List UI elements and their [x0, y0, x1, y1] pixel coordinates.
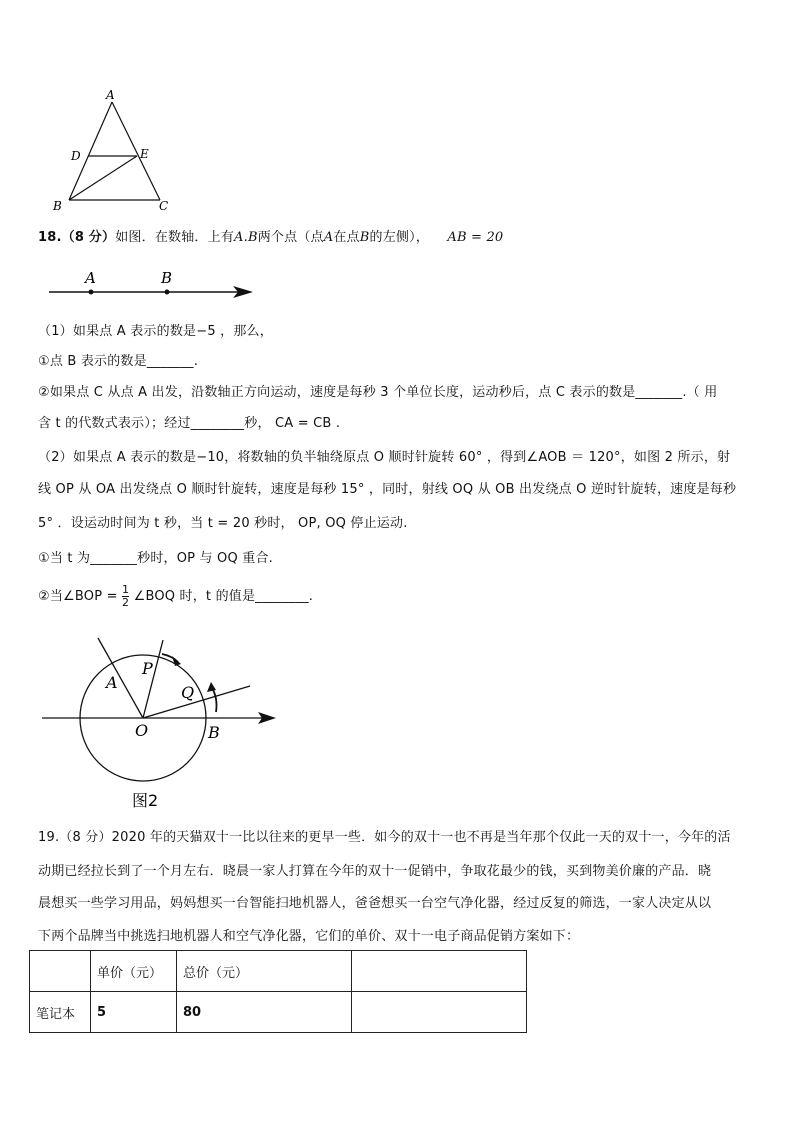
q18-p1-2b: 含 t 的代数式表示）；经过________秒， CA = CB . — [38, 416, 341, 431]
table-header-cell: 总价（元） — [177, 951, 352, 992]
q18-intro: 如图．在数轴．上有 — [115, 230, 235, 245]
number-line-figure — [45, 266, 260, 306]
fig2-label-a: A — [106, 673, 118, 692]
fig2-label-b: B — [208, 723, 220, 742]
q18-ab: A.B — [234, 230, 258, 245]
label-a: A — [106, 88, 115, 102]
figure-2 — [38, 632, 283, 812]
table-row — [30, 992, 527, 1033]
q18-intro2: 两个点（点 — [257, 230, 324, 245]
q19-line2: 动期已经拉长到了一个月左右．晓晨一家人打算在今年的双十一促销中，争取花最少的钱，买到物美价廉的产品．晓 — [38, 864, 712, 879]
label-c: C — [159, 199, 169, 213]
table-cell: 80 — [177, 992, 352, 1033]
q19-line1: 19.（8 分）2020 年的天猫双十一比以往来的更早一些．如今的双十一也不再是当年那个仅此一天的双十一，今年的活 — [38, 830, 731, 845]
q18-p1-2a: ②如果点 C 从点 A 出发，沿数轴正方向运动，速度是每秒 3 个单位长度，运动秒后，点 C 表示的数是_______.（ 用 — [38, 385, 718, 400]
fig2-label-q: Q — [181, 683, 195, 702]
q18-intro4: 的左侧）， — [369, 230, 430, 245]
table-header-cell: 单价（元） — [91, 951, 177, 992]
q18-eq: AB = 20 — [447, 230, 504, 245]
fraction-numerator: 1 — [122, 583, 130, 596]
q18-p2-2-post: ∠BOQ 时，t 的值是________. — [133, 589, 314, 604]
q18-p2b: 线 OP 从 OA 出发绕点 O 顺时针旋转，速度是每秒 15° ，同时，射线 OQ 从 OB 出发绕点 O 逆时针旋转，速度是每秒 — [38, 482, 737, 497]
table-cell: 笔记本 — [30, 992, 91, 1033]
q18-number: 18. — [38, 230, 62, 245]
q18-p1: （1）如果点 A 表示的数是−5 ，那么， — [38, 324, 273, 339]
numline-label-b: B — [161, 269, 173, 287]
triangle-figure — [45, 88, 185, 213]
fig2-caption: 图2 — [132, 791, 159, 810]
q18-p2c: 5° ．设运动时间为 t 秒，当 t = 20 秒时， OP, OQ 停止运动. — [38, 516, 408, 531]
q18-p2-2-pre: ②当∠BOP = — [38, 589, 118, 604]
q18-b: B — [359, 230, 370, 245]
fraction-denominator: 2 — [122, 596, 130, 609]
q18-p2-2 — [38, 584, 313, 610]
table-header-cell — [352, 951, 527, 992]
q18-p1-1: ①点 B 表示的数是_______. — [38, 354, 199, 369]
q19-line4: 下两个品牌当中挑选扫地机器人和空气净化器，它们的单价、双十一电子商品促销方案如下： — [38, 929, 580, 944]
q18-p2a: （2）如果点 A 表示的数是−10，将数轴的负半轴绕原点 O 顺时针旋转 60° ，得到∠AOB ＝ 120°，如图 2 所示，射 — [38, 450, 731, 465]
q19-line3: 晨想买一些学习用品，妈妈想买一台智能扫地机器人，爸爸想买一台空气净化器，经过反复的筛选，一家人决定从以 — [38, 896, 712, 911]
q18-p2-1: ①当 t 为_______秒时，OP 与 OQ 重合. — [38, 551, 273, 566]
fig2-label-p: P — [142, 659, 153, 678]
fig2-label-o: O — [135, 721, 149, 740]
price-table — [29, 950, 527, 1033]
label-d: D — [71, 149, 81, 163]
table-header-row — [30, 951, 527, 992]
fraction-one-half — [122, 584, 129, 609]
q18-heading — [38, 228, 503, 248]
table-cell: 5 — [91, 992, 177, 1033]
table-cell — [352, 992, 527, 1033]
q18-a: A — [323, 230, 334, 245]
label-b: B — [53, 199, 62, 213]
label-e: E — [140, 147, 149, 161]
numline-label-a: A — [85, 269, 96, 287]
q18-score: （8 分） — [61, 230, 116, 245]
q18-intro3: 在点 — [333, 230, 360, 245]
table-header-cell — [30, 951, 91, 992]
